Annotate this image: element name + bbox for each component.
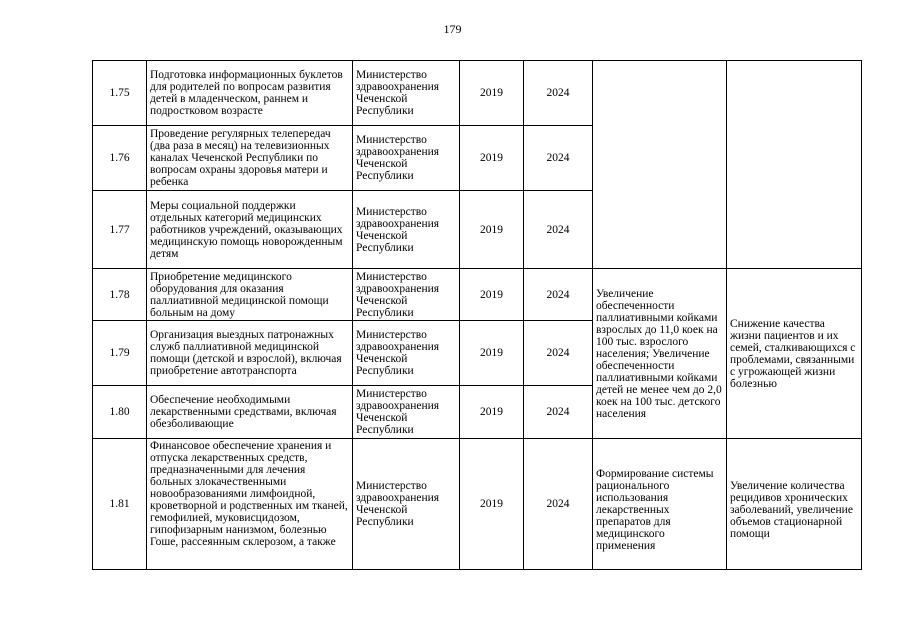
end-year-cell: 2024 [524,439,593,570]
executor-cell: Министерство здравоохранения Чеченской Республики [353,269,460,321]
drugs-risk-cell: Увеличение количества рецидивов хронических заболеваний, увеличение объемов стационарной помощи [727,439,862,570]
end-year-cell: 2024 [524,191,593,269]
end-year-cell: 2024 [524,321,593,386]
activity-cell: Подготовка информационных буклетов для родителей по вопросам развития детей в младенческом, раннем и подростковом возрасте [147,61,353,126]
activity-cell: Организация выездных патронажных служб паллиативной медицинской помощи (детской и взрослой), включая приобретение автотранспорта [147,321,353,386]
activity-cell: Обеспечение необходимыми лекарственными средствами, включая обезболивающие [147,386,353,439]
start-year-cell: 2019 [460,191,524,269]
row-number: 1.76 [93,126,147,191]
activity-cell: Проведение регулярных телепередач (два раза в месяц) на телевизионных каналах Чеченской Республики по вопросам охраны здоровья матери и ребенка [147,126,353,191]
end-year-cell: 2024 [524,126,593,191]
executor-cell: Министерство здравоохранения Чеченской Республики [353,439,460,570]
palliative-risk-cell: Снижение качества жизни пациентов и их семей, сталкивающихся с проблемами, связанными с угрожающей жизни болезнью [727,269,862,439]
risk-cell-empty [727,61,862,269]
measures-table [92,60,862,570]
drugs-result-cell: Формирование системы рационального использования лекарственных препаратов для медицинского применения [593,439,727,570]
row-number: 1.77 [93,191,147,269]
activity-cell: Финансовое обеспечение хранения и отпуска лекарственных средств, предназначенными для лечения больных злокачественными новообразованиями лимфоидной, кроветворной и родственных им тканей, гемофилией, муковисцидозом, гипофизарным нанизмом, болезнью Гоше, рассеянным склерозом, а также [147,439,353,570]
row-number: 1.78 [93,269,147,321]
table-row [93,61,862,126]
table-row [93,439,862,570]
start-year-cell: 2019 [460,386,524,439]
executor-cell: Министерство здравоохранения Чеченской Республики [353,61,460,126]
page-number: 179 [443,22,462,36]
start-year-cell: 2019 [460,439,524,570]
row-number: 1.75 [93,61,147,126]
start-year-cell: 2019 [460,321,524,386]
row-number: 1.80 [93,386,147,439]
end-year-cell: 2024 [524,61,593,126]
end-year-cell: 2024 [524,269,593,321]
activity-cell: Меры социальной поддержки отдельных категорий медицинских работников учреждений, оказывающих медицинскую помощь новорожденным детям [147,191,353,269]
end-year-cell: 2024 [524,386,593,439]
start-year-cell: 2019 [460,269,524,321]
executor-cell: Министерство здравоохранения Чеченской Республики [353,321,460,386]
executor-cell: Министерство здравоохранения Чеченской Республики [353,386,460,439]
row-number: 1.79 [93,321,147,386]
executor-cell: Министерство здравоохранения Чеченской Республики [353,126,460,191]
row-number: 1.81 [93,439,147,570]
result-cell-empty [593,61,727,269]
table-row [93,269,862,321]
start-year-cell: 2019 [460,126,524,191]
activity-cell: Приобретение медицинского оборудования для оказания паллиативной медицинской помощи больным на дому [147,269,353,321]
start-year-cell: 2019 [460,61,524,126]
palliative-result-cell: Увеличение обеспеченности паллиативными койками взрослых до 11,0 коек на 100 тыс. взрослого населения; Увеличение обеспеченности паллиативными койками детей не менее чем до 2,0 коек на 100 тыс. детского населения [593,269,727,439]
executor-cell: Министерство здравоохранения Чеченской Республики [353,191,460,269]
